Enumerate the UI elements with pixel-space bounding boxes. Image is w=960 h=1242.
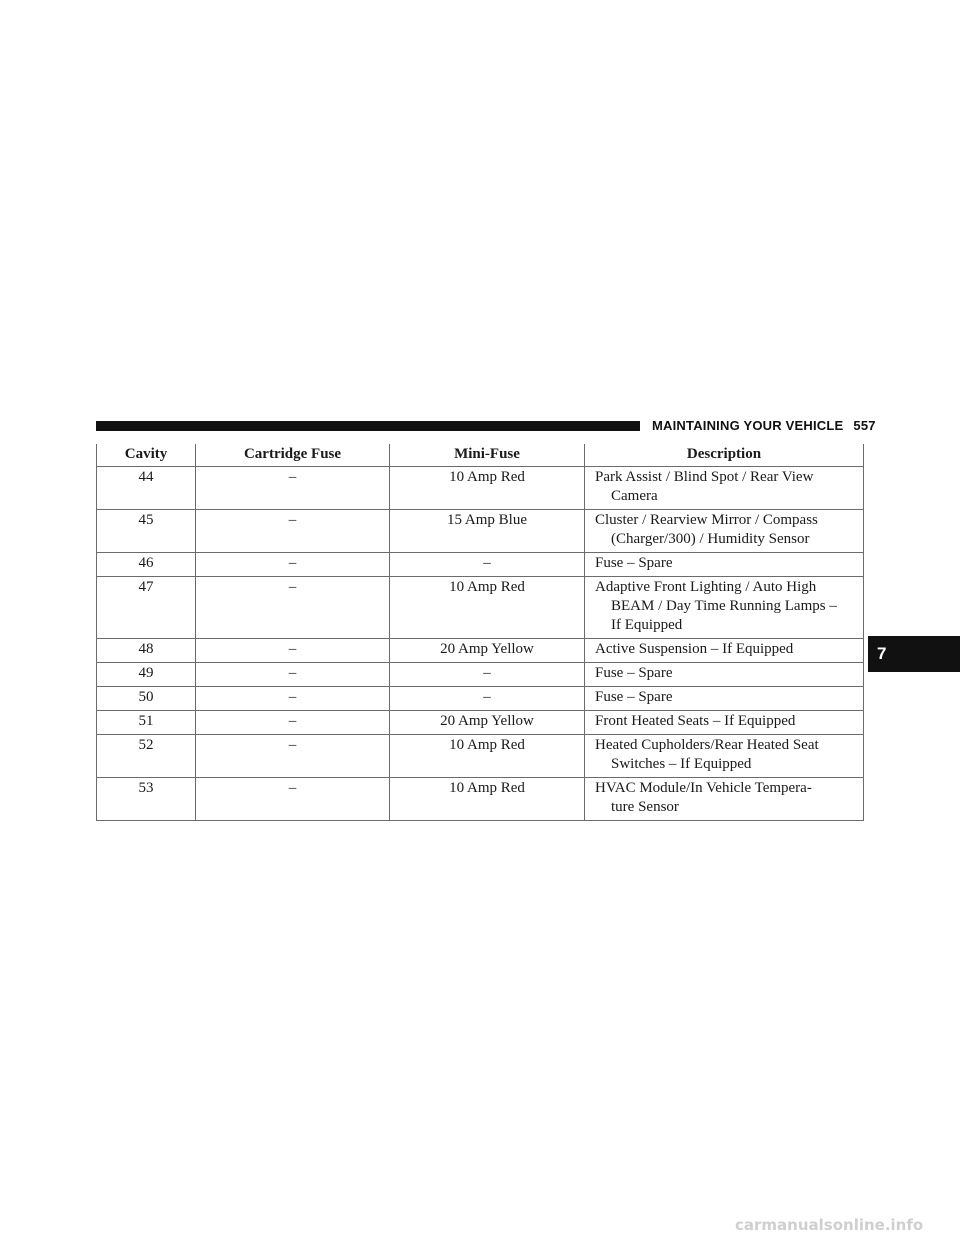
cartridge-fuse-cell: – — [196, 553, 390, 577]
cavity-cell: 53 — [97, 778, 196, 821]
mini-fuse-cell: 10 Amp Red — [390, 577, 585, 639]
description-line: Heated Cupholders/Rear Heated Seat — [595, 737, 819, 753]
table-row — [97, 663, 864, 687]
mini-fuse-cell: 20 Amp Yellow — [390, 711, 585, 735]
column-header-description: Description — [585, 444, 864, 467]
column-header-mini-fuse: Mini-Fuse — [390, 444, 585, 467]
table-row — [97, 510, 864, 553]
mini-fuse-cell: – — [390, 687, 585, 711]
cavity-cell: 47 — [97, 577, 196, 639]
cavity-cell: 48 — [97, 639, 196, 663]
description-cell — [585, 510, 864, 553]
watermark: carmanualsonline.info — [735, 1216, 924, 1234]
cartridge-fuse-cell: – — [196, 711, 390, 735]
cavity-cell: 49 — [97, 663, 196, 687]
description-line: Fuse – Spare — [595, 689, 673, 705]
mini-fuse-cell: – — [390, 553, 585, 577]
description-line: BEAM / Day Time Running Lamps – — [611, 598, 837, 614]
description-line: Park Assist / Blind Spot / Rear View — [595, 469, 814, 485]
table-row — [97, 687, 864, 711]
description-line: Fuse – Spare — [595, 555, 673, 571]
table-row — [97, 711, 864, 735]
description-line: Active Suspension – If Equipped — [595, 641, 794, 657]
description-line: Cluster / Rearview Mirror / Compass — [595, 512, 818, 528]
description-cell — [585, 467, 864, 510]
running-header — [652, 418, 876, 433]
cartridge-fuse-cell: – — [196, 687, 390, 711]
cartridge-fuse-cell: – — [196, 467, 390, 510]
description-cell — [585, 553, 864, 577]
table-row — [97, 639, 864, 663]
cartridge-fuse-cell: – — [196, 663, 390, 687]
cartridge-fuse-cell: – — [196, 510, 390, 553]
cartridge-fuse-cell: – — [196, 778, 390, 821]
column-header-cartridge-fuse: Cartridge Fuse — [196, 444, 390, 467]
description-cell — [585, 639, 864, 663]
cavity-cell: 45 — [97, 510, 196, 553]
description-cell — [585, 778, 864, 821]
table-row — [97, 577, 864, 639]
mini-fuse-cell: 10 Amp Red — [390, 778, 585, 821]
description-line: Fuse – Spare — [595, 665, 673, 681]
table-row — [97, 735, 864, 778]
column-header-cavity: Cavity — [97, 444, 196, 467]
description-cell — [585, 663, 864, 687]
description-line: Front Heated Seats – If Equipped — [595, 713, 796, 729]
cavity-cell: 44 — [97, 467, 196, 510]
cartridge-fuse-cell: – — [196, 639, 390, 663]
mini-fuse-cell: 10 Amp Red — [390, 467, 585, 510]
table-row — [97, 467, 864, 510]
description-line: ture Sensor — [611, 799, 679, 815]
cavity-cell: 52 — [97, 735, 196, 778]
section-title: MAINTAINING YOUR VEHICLE — [652, 418, 844, 433]
description-line: Switches – If Equipped — [611, 756, 752, 772]
mini-fuse-cell: 10 Amp Red — [390, 735, 585, 778]
description-line: HVAC Module/In Vehicle Tempera- — [595, 780, 812, 796]
table-row — [97, 553, 864, 577]
cartridge-fuse-cell: – — [196, 735, 390, 778]
chapter-tab: 7 — [868, 636, 960, 672]
mini-fuse-cell: 15 Amp Blue — [390, 510, 585, 553]
fuse-table — [96, 444, 864, 821]
description-cell — [585, 577, 864, 639]
table-header-row — [97, 444, 864, 467]
cavity-cell: 50 — [97, 687, 196, 711]
description-cell — [585, 711, 864, 735]
mini-fuse-cell: 20 Amp Yellow — [390, 639, 585, 663]
header-rule — [96, 421, 640, 431]
description-cell — [585, 735, 864, 778]
table-row — [97, 778, 864, 821]
description-line: Camera — [611, 488, 658, 504]
description-line: Adaptive Front Lighting / Auto High — [595, 579, 817, 595]
cavity-cell: 51 — [97, 711, 196, 735]
mini-fuse-cell: – — [390, 663, 585, 687]
description-cell — [585, 687, 864, 711]
cartridge-fuse-cell: – — [196, 577, 390, 639]
description-line: (Charger/300) / Humidity Sensor — [611, 531, 810, 547]
page-number: 557 — [853, 418, 876, 433]
description-line: If Equipped — [611, 617, 683, 633]
cavity-cell: 46 — [97, 553, 196, 577]
